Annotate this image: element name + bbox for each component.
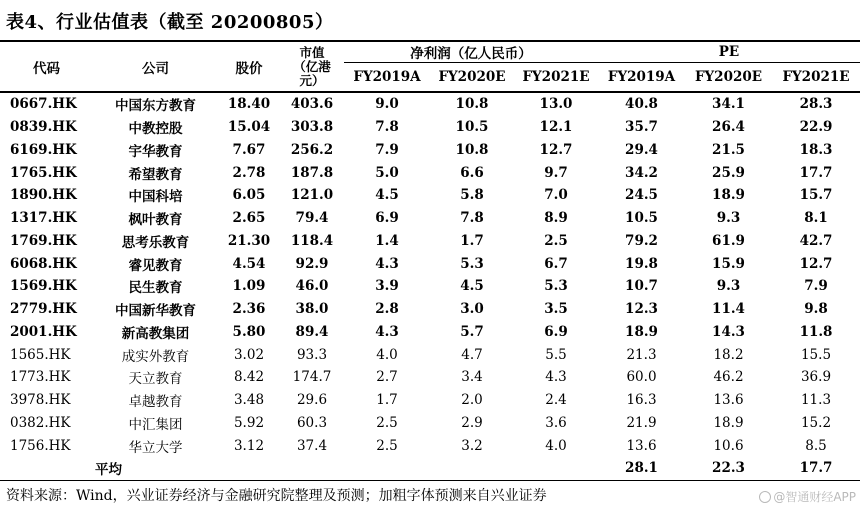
cell-np-fy2020e: 1.7 — [460, 232, 484, 249]
cell-price: 15.04 — [227, 119, 271, 136]
cell-price: 3.02 — [233, 346, 265, 363]
table-row — [0, 389, 860, 412]
cell-pe-fy2020e: 11.4 — [712, 301, 745, 318]
average-pe-fy2021e: 17.7 — [772, 457, 860, 480]
cell-code: 0667.HK — [10, 96, 77, 113]
cell-np-fy2020e: 3.2 — [461, 437, 483, 454]
cell-company: 华立大学 — [128, 439, 183, 456]
cell-market-cap: 60.3 — [296, 414, 328, 431]
cell-pe-fy2020e: 15.9 — [712, 255, 745, 272]
cell-np-fy2020e: 5.7 — [460, 323, 484, 340]
cell-np-fy2021e: 5.5 — [545, 346, 567, 363]
cell-market-cap: 93.3 — [296, 346, 328, 363]
cell-pe-fy2021e: 17.7 — [799, 164, 833, 181]
table-row — [0, 252, 860, 275]
header-net-profit-group: 净利润（亿人民币） — [344, 42, 598, 63]
table-row — [0, 184, 860, 207]
cell-np-fy2019a: 3.9 — [375, 278, 399, 295]
cell-np-fy2021e: 8.9 — [544, 210, 568, 227]
cell-market-cap: 37.4 — [296, 437, 328, 454]
cell-np-fy2020e: 5.8 — [460, 187, 484, 204]
cell-price: 5.92 — [233, 414, 265, 431]
table-row — [0, 92, 860, 116]
cell-market-cap: 121.0 — [290, 187, 334, 204]
cell-code: 1773.HK — [10, 369, 71, 386]
cell-market-cap: 303.8 — [290, 119, 334, 136]
cell-pe-fy2021e: 8.1 — [804, 210, 828, 227]
cell-pe-fy2020e: 18.9 — [713, 414, 744, 431]
cell-np-fy2019a: 2.5 — [376, 414, 398, 431]
header-market-cap-line1: 市值 — [299, 44, 325, 60]
cell-np-fy2019a: 2.8 — [375, 301, 399, 318]
header-pe-fy2021e: FY2021E — [772, 63, 860, 93]
cell-code: 0839.HK — [10, 119, 77, 136]
average-row — [0, 457, 860, 480]
cell-pe-fy2019a: 40.8 — [625, 96, 658, 113]
watermark — [759, 488, 856, 505]
cell-np-fy2020e: 6.6 — [460, 164, 484, 181]
cell-pe-fy2021e: 22.9 — [799, 119, 833, 136]
cell-market-cap: 403.6 — [290, 96, 334, 113]
header-price: 股价 — [218, 42, 280, 92]
cell-price: 4.54 — [232, 255, 266, 272]
cell-np-fy2021e: 6.7 — [544, 255, 568, 272]
cell-pe-fy2021e: 8.5 — [805, 437, 827, 454]
cell-price: 2.36 — [232, 301, 266, 318]
cell-np-fy2020e: 2.9 — [461, 414, 483, 431]
cell-company: 天立教育 — [128, 371, 183, 388]
watermark-text: @智通财经APP — [773, 490, 856, 504]
cell-np-fy2019a: 2.5 — [376, 437, 398, 454]
cell-np-fy2019a: 9.0 — [375, 96, 399, 113]
cell-price: 2.78 — [232, 164, 266, 181]
cell-np-fy2021e: 7.0 — [544, 187, 568, 204]
cell-company: 民生教育 — [128, 280, 183, 297]
cell-market-cap: 79.4 — [295, 210, 329, 227]
cell-np-fy2020e: 4.7 — [461, 346, 483, 363]
cell-np-fy2019a: 4.3 — [375, 323, 399, 340]
cell-pe-fy2019a: 10.5 — [625, 210, 658, 227]
header-pe-fy2019a: FY2019A — [598, 63, 685, 93]
cell-price: 8.42 — [233, 369, 265, 386]
cell-pe-fy2021e: 11.3 — [800, 392, 832, 409]
cell-market-cap: 118.4 — [290, 232, 334, 249]
cell-code: 1569.HK — [10, 278, 77, 295]
cell-code: 2001.HK — [10, 323, 77, 340]
table-row — [0, 434, 860, 457]
average-label: 平均 — [0, 457, 598, 480]
cell-pe-fy2021e: 18.3 — [799, 141, 833, 158]
cell-company: 希望教育 — [128, 166, 183, 183]
cell-code: 0382.HK — [10, 414, 71, 431]
cell-np-fy2020e: 5.3 — [460, 255, 484, 272]
cell-code: 1769.HK — [10, 232, 77, 249]
cell-np-fy2020e: 7.8 — [460, 210, 484, 227]
header-pe-fy2020e: FY2020E — [685, 63, 772, 93]
cell-np-fy2020e: 3.4 — [461, 369, 483, 386]
cell-pe-fy2020e: 9.3 — [716, 210, 741, 227]
watermark-logo-icon — [759, 491, 771, 503]
cell-pe-fy2019a: 24.5 — [625, 187, 658, 204]
cell-pe-fy2019a: 19.8 — [625, 255, 658, 272]
table-row — [0, 116, 860, 139]
cell-pe-fy2019a: 13.6 — [626, 437, 657, 454]
cell-pe-fy2021e: 42.7 — [799, 232, 833, 249]
cell-code: 6068.HK — [10, 255, 77, 272]
cell-pe-fy2019a: 60.0 — [626, 369, 657, 386]
cell-price: 3.48 — [233, 392, 265, 409]
cell-market-cap: 29.6 — [296, 392, 328, 409]
cell-company: 中国科培 — [128, 189, 183, 206]
cell-np-fy2019a: 7.9 — [375, 141, 399, 158]
cell-price: 7.67 — [232, 141, 266, 158]
cell-pe-fy2021e: 11.8 — [799, 323, 833, 340]
table-row — [0, 275, 860, 298]
cell-pe-fy2021e: 12.7 — [799, 255, 833, 272]
cell-pe-fy2020e: 18.2 — [713, 346, 744, 363]
cell-market-cap: 256.2 — [290, 141, 334, 158]
cell-np-fy2019a: 7.8 — [375, 119, 399, 136]
table-row — [0, 161, 860, 184]
cell-pe-fy2020e: 46.2 — [713, 369, 744, 386]
cell-np-fy2021e: 3.5 — [544, 301, 568, 318]
cell-pe-fy2021e: 9.8 — [804, 301, 828, 318]
cell-code: 1317.HK — [10, 210, 77, 227]
cell-company: 新高教集团 — [121, 325, 190, 342]
cell-company: 中国新华教育 — [115, 303, 196, 320]
cell-price: 1.09 — [232, 278, 266, 295]
cell-company: 枫叶教育 — [128, 212, 183, 229]
cell-np-fy2021e: 12.1 — [539, 119, 573, 136]
cell-np-fy2021e: 6.9 — [544, 323, 568, 340]
cell-market-cap: 187.8 — [290, 164, 334, 181]
cell-np-fy2019a: 4.5 — [375, 187, 399, 204]
cell-np-fy2019a: 4.3 — [375, 255, 399, 272]
cell-code: 1756.HK — [10, 437, 71, 454]
cell-np-fy2020e: 10.8 — [455, 141, 489, 158]
cell-np-fy2021e: 12.7 — [539, 141, 573, 158]
header-np-fy2021e: FY2021E — [514, 63, 598, 93]
cell-price: 3.12 — [233, 437, 265, 454]
header-code: 代码 — [0, 42, 93, 92]
cell-pe-fy2019a: 35.7 — [625, 119, 658, 136]
cell-np-fy2021e: 9.7 — [544, 164, 568, 181]
cell-np-fy2021e: 3.6 — [545, 414, 567, 431]
cell-pe-fy2020e: 10.6 — [713, 437, 744, 454]
cell-company: 睿见教育 — [128, 257, 183, 274]
cell-pe-fy2019a: 21.9 — [626, 414, 657, 431]
average-pe-fy2019a: 28.1 — [598, 457, 685, 480]
table-row — [0, 298, 860, 321]
cell-pe-fy2020e: 9.3 — [716, 278, 741, 295]
cell-pe-fy2021e: 15.2 — [800, 414, 832, 431]
table-row — [0, 230, 860, 253]
cell-pe-fy2020e: 21.5 — [712, 141, 745, 158]
cell-pe-fy2019a: 29.4 — [625, 141, 658, 158]
cell-pe-fy2019a: 18.9 — [625, 323, 658, 340]
cell-np-fy2021e: 2.4 — [545, 392, 567, 409]
cell-code: 2779.HK — [10, 301, 77, 318]
cell-np-fy2019a: 4.0 — [376, 346, 398, 363]
cell-company: 中教控股 — [128, 121, 183, 138]
cell-np-fy2021e: 4.3 — [545, 369, 567, 386]
cell-np-fy2019a: 1.4 — [375, 232, 399, 249]
header-np-fy2020e: FY2020E — [430, 63, 514, 93]
cell-price: 21.30 — [227, 232, 271, 249]
header-np-fy2019a: FY2019A — [344, 63, 430, 93]
cell-code: 1565.HK — [10, 346, 71, 363]
table-row — [0, 366, 860, 389]
header-market-cap-line2: （亿港 — [293, 58, 331, 74]
cell-market-cap: 174.7 — [292, 369, 332, 386]
header-company: 公司 — [93, 42, 218, 92]
table-row — [0, 321, 860, 344]
cell-price: 5.80 — [232, 323, 266, 340]
cell-np-fy2020e: 3.0 — [460, 301, 484, 318]
cell-code: 1765.HK — [10, 164, 77, 181]
cell-price: 6.05 — [232, 187, 266, 204]
cell-market-cap: 38.0 — [295, 301, 329, 318]
cell-price: 2.65 — [232, 210, 266, 227]
cell-company: 成实外教育 — [121, 348, 190, 365]
cell-np-fy2019a: 2.7 — [376, 369, 398, 386]
cell-price: 18.40 — [227, 96, 271, 113]
cell-pe-fy2021e: 28.3 — [799, 96, 833, 113]
cell-np-fy2020e: 10.5 — [455, 119, 489, 136]
cell-pe-fy2019a: 21.3 — [626, 346, 657, 363]
cell-np-fy2019a: 1.7 — [376, 392, 398, 409]
cell-pe-fy2019a: 34.2 — [625, 164, 658, 181]
cell-pe-fy2021e: 7.9 — [804, 278, 828, 295]
cell-np-fy2020e: 10.8 — [455, 96, 489, 113]
cell-pe-fy2020e: 13.6 — [713, 392, 744, 409]
cell-company: 中汇集团 — [128, 416, 183, 433]
cell-company: 宇华教育 — [128, 143, 183, 160]
header-pe-group: PE — [598, 42, 860, 63]
table-row — [0, 139, 860, 162]
cell-pe-fy2020e: 26.4 — [712, 119, 745, 136]
cell-code: 6169.HK — [10, 141, 77, 158]
cell-company: 中国东方教育 — [115, 98, 196, 115]
cell-np-fy2020e: 4.5 — [460, 278, 484, 295]
cell-pe-fy2019a: 16.3 — [626, 392, 657, 409]
cell-pe-fy2021e: 36.9 — [800, 369, 832, 386]
cell-np-fy2021e: 13.0 — [539, 96, 573, 113]
cell-np-fy2021e: 2.5 — [544, 232, 568, 249]
cell-np-fy2019a: 6.9 — [375, 210, 399, 227]
cell-np-fy2020e: 2.0 — [461, 392, 483, 409]
cell-pe-fy2020e: 18.9 — [712, 187, 745, 204]
header-market-cap-line3: 元） — [299, 72, 325, 88]
valuation-table — [0, 42, 860, 481]
table-body — [0, 92, 860, 480]
cell-pe-fy2020e: 34.1 — [712, 96, 745, 113]
cell-pe-fy2019a: 79.2 — [625, 232, 658, 249]
cell-np-fy2021e: 5.3 — [544, 278, 568, 295]
table-row — [0, 343, 860, 366]
cell-company: 思考乐教育 — [121, 234, 190, 251]
cell-pe-fy2021e: 15.7 — [799, 187, 833, 204]
table-row — [0, 412, 860, 435]
cell-market-cap: 92.9 — [295, 255, 329, 272]
cell-code: 3978.HK — [10, 392, 71, 409]
cell-pe-fy2019a: 12.3 — [625, 301, 658, 318]
cell-pe-fy2021e: 15.5 — [800, 346, 832, 363]
table-title: 表4、行业估值表（截至 20200805） — [6, 12, 334, 33]
cell-pe-fy2020e: 25.9 — [712, 164, 745, 181]
cell-market-cap: 46.0 — [295, 278, 329, 295]
table-row — [0, 207, 860, 230]
cell-company: 卓越教育 — [128, 394, 183, 411]
average-pe-fy2020e: 22.3 — [685, 457, 772, 480]
cell-pe-fy2019a: 10.7 — [625, 278, 658, 295]
cell-np-fy2021e: 4.0 — [545, 437, 567, 454]
cell-np-fy2019a: 5.0 — [375, 164, 399, 181]
header-market-cap — [280, 42, 344, 92]
cell-pe-fy2020e: 14.3 — [712, 323, 745, 340]
cell-pe-fy2020e: 61.9 — [712, 232, 745, 249]
source-note: 资料来源：Wind，兴业证券经济与金融研究院整理及预测；加粗字体预测来自兴业证券 — [6, 488, 547, 504]
cell-market-cap: 89.4 — [295, 323, 329, 340]
cell-code: 1890.HK — [10, 187, 77, 204]
